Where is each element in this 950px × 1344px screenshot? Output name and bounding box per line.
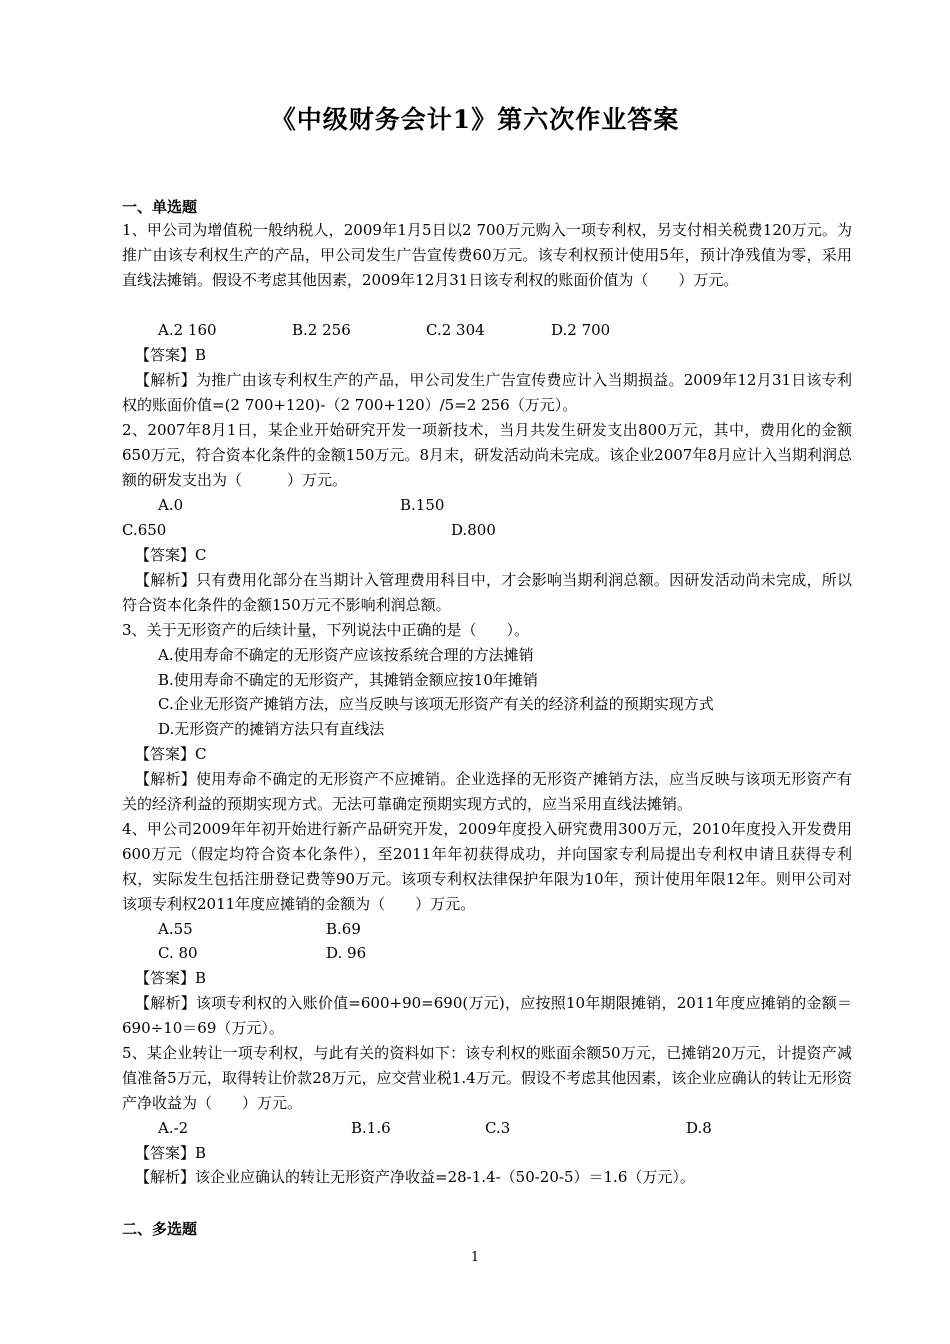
question-2-stem: 2、2007年8月1日，某企业开始研究开发一项新技术，当月共发生研发支出800万元，其中，费用化的金额650万元，符合资本化条件的金额150万元。8月末，研发活动尚未完成。该企业2007年8月应计入当期利润总额的研发支出为（ ）万元。 bbox=[122, 421, 852, 489]
q3-option-a: A.使用寿命不确定的无形资产应该按系统合理的方法摊销 bbox=[158, 646, 534, 664]
page-title: 《中级财务会计1》第六次作业答案 bbox=[270, 105, 680, 134]
page-number: 1 bbox=[470, 1250, 480, 1265]
q3-option-b: B.使用寿命不确定的无形资产，其摊销金额应按10年摊销 bbox=[158, 671, 538, 689]
q5-analysis: 【解析】该企业应确认的转让无形资产净收益=28-1.4-（50-20-5）＝1.6（万元）。 bbox=[135, 1168, 695, 1186]
question-5-stem: 5、某企业转让一项专利权，与此有关的资料如下：该专利权的账面余额50万元，已摊销20万元，计提资产减值准备5万元，取得转让价款28万元，应交营业税1.4万元。假设不考虑其他因素，该企业应确认的转让无形资产净收益为（ ）万元。 bbox=[122, 1044, 852, 1112]
q2-option-d: D.800 bbox=[451, 521, 496, 539]
q2-analysis: 【解析】只有费用化部分在当期计入管理费用科目中，才会影响当期利润总额。因研发活动尚未完成，所以符合资本化条件的金额150万元不影响利润总额。 bbox=[122, 571, 852, 614]
q4-analysis: 【解析】该项专利权的入账价值=600+90=690(万元)，应按照10年期限摊销，2011年度应摊销的金额＝690÷10＝69（万元）。 bbox=[122, 994, 852, 1037]
q5-option-b: B.1.6 bbox=[351, 1119, 391, 1137]
section-heading-single-choice: 一、单选题 bbox=[122, 198, 198, 216]
q2-answer: 【答案】C bbox=[135, 546, 207, 564]
q1-option-d: D.2 700 bbox=[551, 321, 611, 339]
question-1-stem: 1、甲公司为增值税一般纳税人，2009年1月5日以2 700万元购入一项专利权，另支付相关税费120万元。为推广由该专利权生产的产品，甲公司发生广告宣传费60万元。该专利权预计使用5年，预计净残值为零，采用直线法摊销。假设不考虑其他因素，2009年12月31日该专利权的账面价值为（ ）万元。 bbox=[122, 221, 852, 289]
q4-option-a: A.55 bbox=[158, 920, 193, 938]
q1-option-c: C.2 304 bbox=[426, 321, 485, 339]
q2-option-a: A.0 bbox=[158, 496, 184, 514]
q1-answer: 【答案】B bbox=[135, 346, 207, 364]
q4-option-c: C. 80 bbox=[158, 944, 198, 962]
q4-option-b: B.69 bbox=[326, 920, 361, 938]
q5-option-d: D.8 bbox=[686, 1119, 712, 1137]
q4-option-d: D. 96 bbox=[326, 944, 367, 962]
q3-option-d: D.无形资产的摊销方法只有直线法 bbox=[158, 720, 385, 738]
q3-analysis: 【解析】使用寿命不确定的无形资产不应摊销。企业选择的无形资产摊销方法，应当反映与该项无形资产有关的经济利益的预期实现方式。无法可靠确定预期实现方式的，应当采用直线法摊销。 bbox=[122, 770, 852, 813]
q3-answer: 【答案】C bbox=[135, 745, 207, 763]
q5-option-c: C.3 bbox=[485, 1119, 511, 1137]
q2-option-c: C.650 bbox=[122, 521, 167, 539]
q2-option-b: B.150 bbox=[400, 496, 445, 514]
q4-answer: 【答案】B bbox=[135, 969, 207, 987]
question-3-stem: 3、关于无形资产的后续计量，下列说法中正确的是（ ）。 bbox=[122, 621, 530, 639]
q1-option-b: B.2 256 bbox=[292, 321, 351, 339]
q1-analysis: 【解析】为推广由该专利权生产的产品，甲公司发生广告宣传费应计入当期损益。2009年12月31日该专利权的账面价值=(2 700+120)-（2 700+120）/5=2 256（万元）。 bbox=[122, 371, 852, 414]
section-heading-multiple-choice: 二、多选题 bbox=[122, 1220, 198, 1238]
q5-option-a: A.-2 bbox=[158, 1119, 189, 1137]
question-4-stem: 4、甲公司2009年年初开始进行新产品研究开发，2009年度投入研究费用300万元，2010年度投入开发费用600万元（假定均符合资本化条件），至2011年年初获得成功，并向国家专利局提出专利权申请且获得专利权，实际发生包括注册登记费等90万元。该项专利权法律保护年限为10年，预计使用年限12年。则甲公司对该项专利权2011年度应摊销的金额为（ ）万元。 bbox=[122, 820, 852, 913]
q1-option-a: A.2 160 bbox=[158, 321, 217, 339]
q3-option-c: C.企业无形资产摊销方法，应当反映与该项无形资产有关的经济利益的预期实现方式 bbox=[158, 695, 714, 713]
q5-answer: 【答案】B bbox=[135, 1144, 207, 1162]
